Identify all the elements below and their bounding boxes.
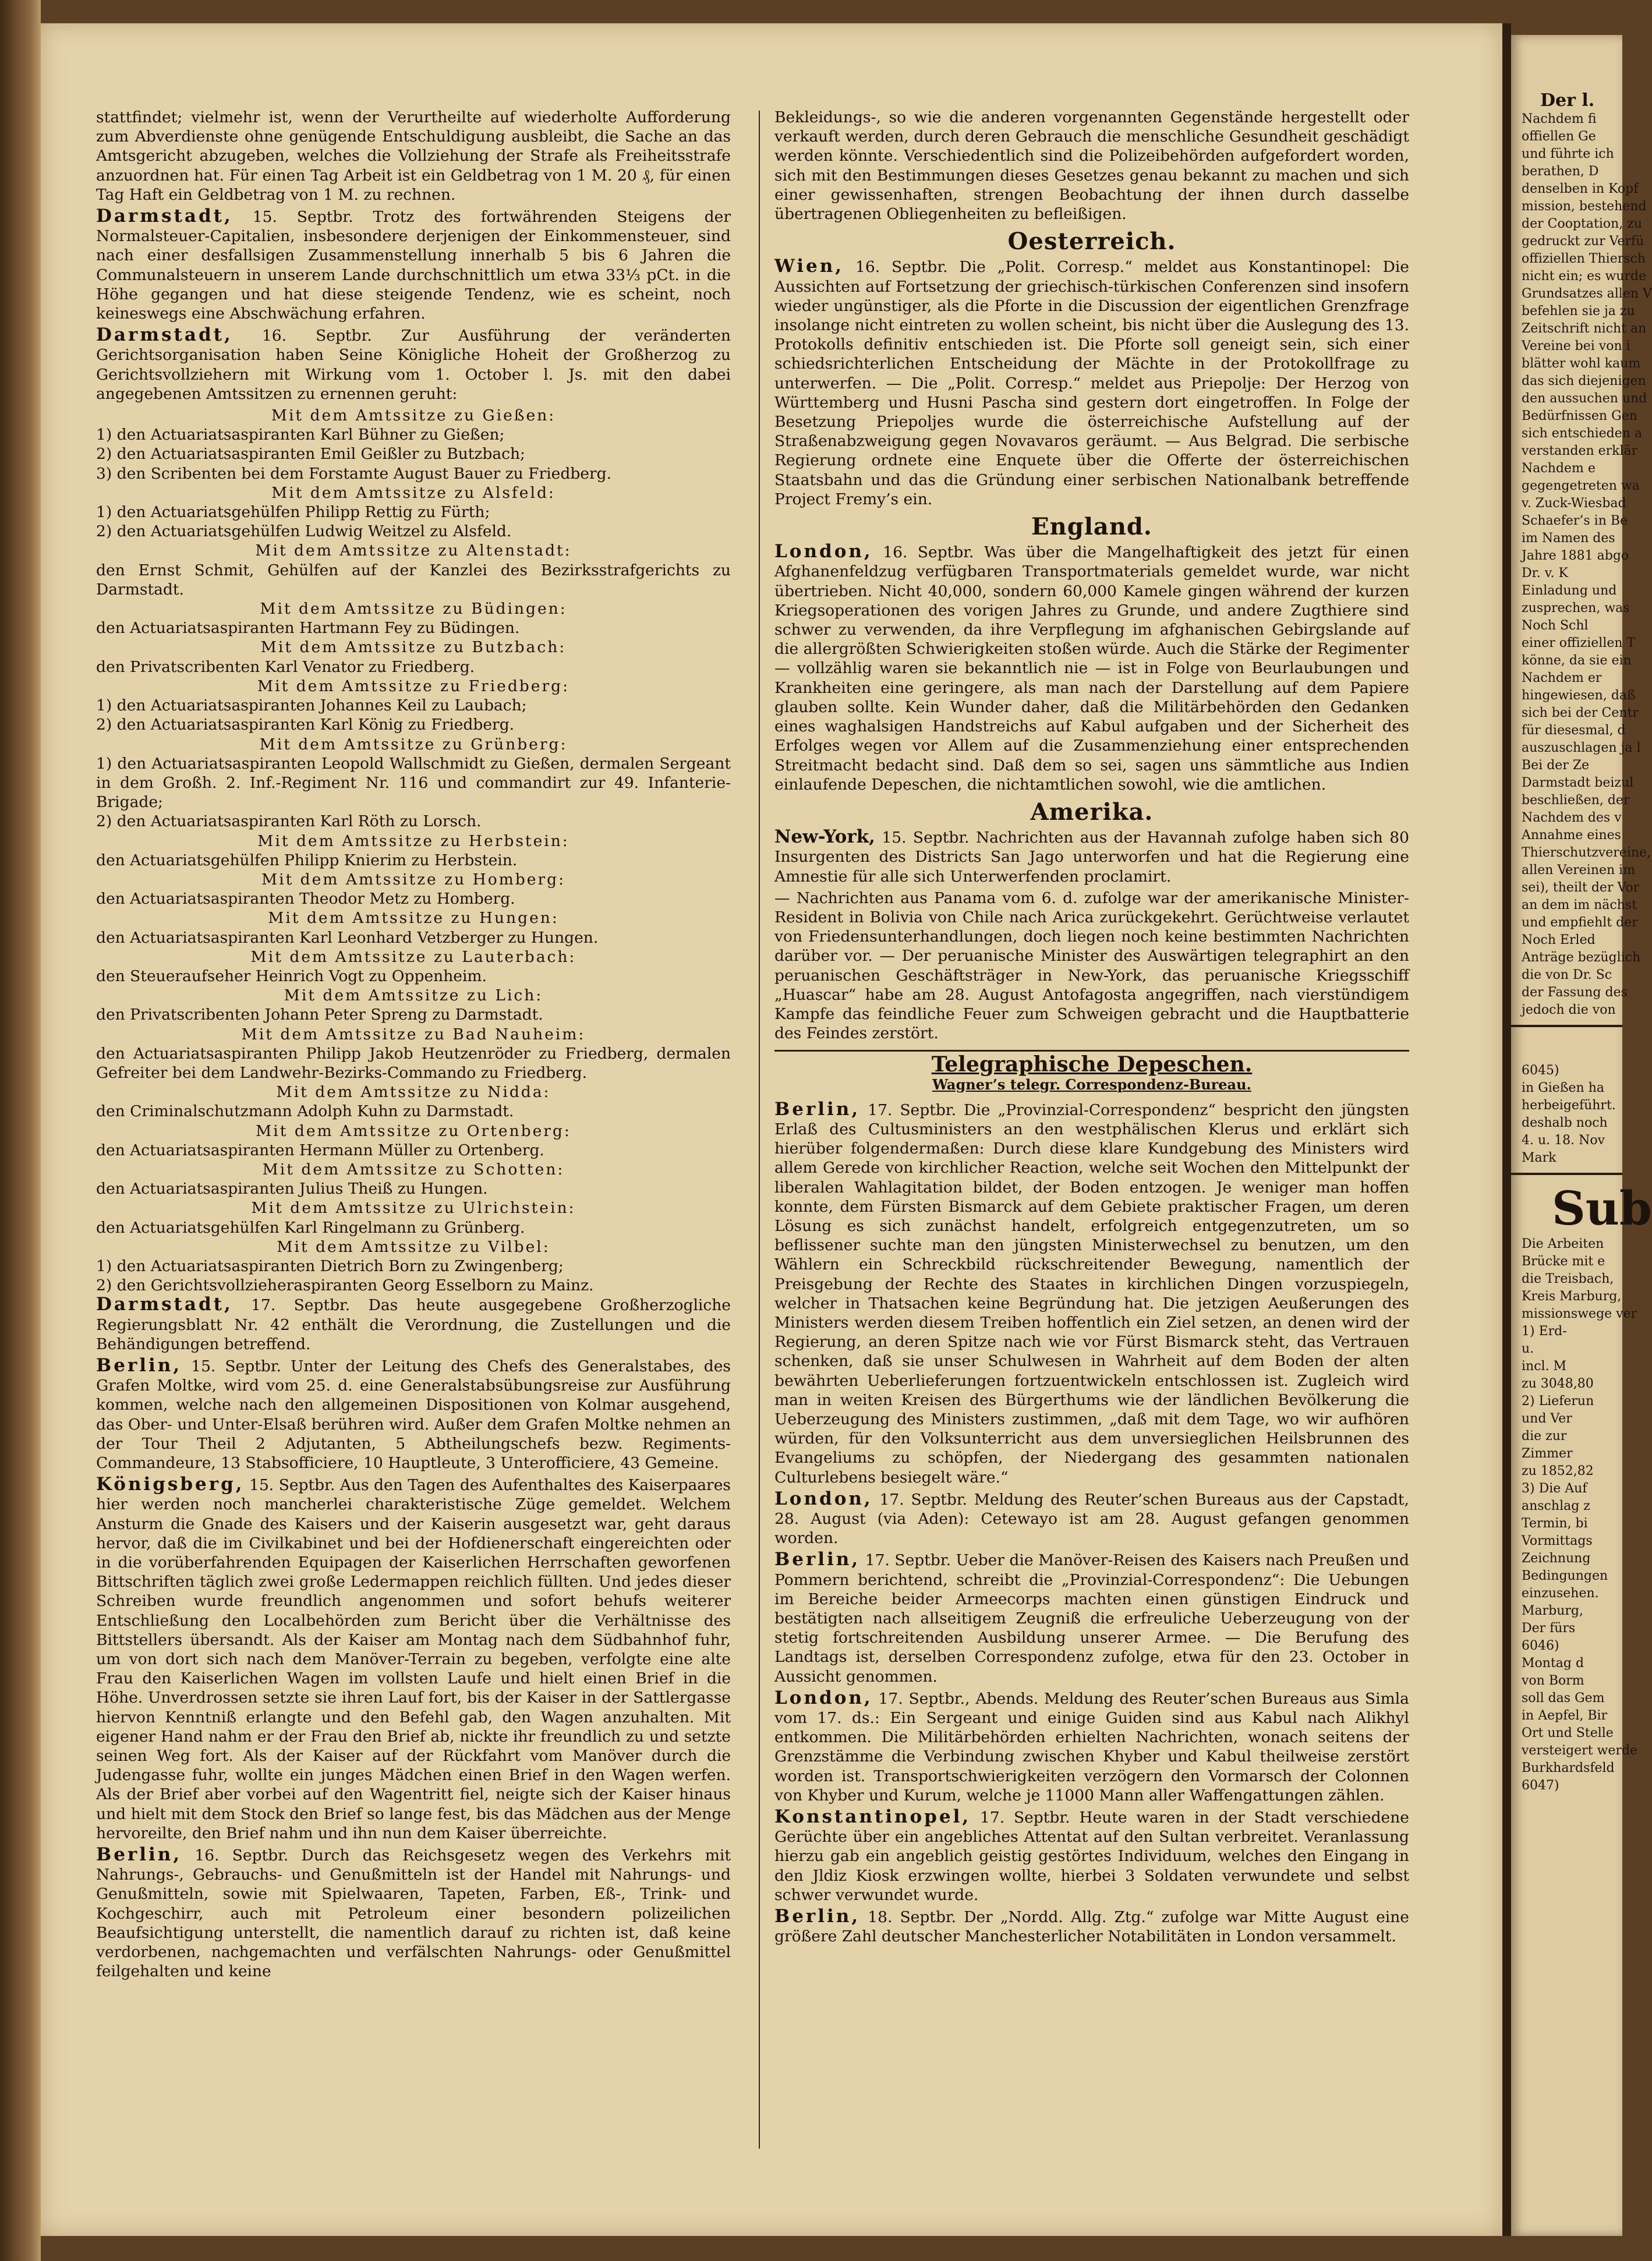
next-page-line: mission, bestehend	[1522, 199, 1647, 214]
next-page-line: Anträge bezüglich	[1522, 950, 1641, 965]
article-text: 16. Septbr. Was über die Mangelhaftigkeit des jetzt für einen Afghanenfeldzug verfügbaren Transportmaterials gemeldet wurde, war nicht übertrieben. Nicht 40,000, sondern 60,000 Kamele gingen während der kurzen Kriegsoperationen des vorigen Jahres zu Grunde, und andere Zugthiere sind schwer zu verwenden, da ihre Verpflegung im afghanischen Gebirgslande auf die allergrößten Schwierigkeiten stoßen würde. Auch die Stärke der Regimenter — vollzählig waren sie bekanntlich nie — ist in Folge von Beurlaubungen und Krankheiten eine geringere, als man nach der Darstellung auf dem Papiere glauben sollte. Kein Wunder daher, daß die Militärbehörden den Gedanken eines waghalsigen Handstreichs auf Kabul aufgaben und der Sicherheit des Erfolges wegen vor Allem auf die Zusammenziehung einer entsprechenden Streitmacht bedacht sind. Daß dem so sei, sagen uns sämmtliche aus Indien einlaufende Depeschen, die nichtamtlichen sowohl, wie die amtlichen.	[774, 543, 1409, 794]
dateline: Darmstadt,	[96, 206, 233, 227]
article-text: 17. Septbr. Heute waren in der Stadt verschiedene Gerüchte über ein angebliches Attentat auf den Sultan verbreitet. Veranlassung hierzu gab ein angeblich geistig gestörtes Individuum, welches den Eingang in den Jldiz Kiosk erzwingen wollte, hierbei 3 Soldaten verwundete und selbst schwer verwundet wurde.	[774, 1809, 1409, 1904]
next-page-line: Burkhardsfeld	[1522, 1761, 1615, 1775]
next-page-line: Grundsatzes allen V	[1522, 286, 1652, 301]
next-page-line: Dr. v. K	[1522, 566, 1568, 581]
next-page-line: deshalb noch	[1522, 1116, 1608, 1130]
appointment-entry: den Actuariatsaspiranten Philipp Jakob Heutzenröder zu Friedberg, dermalen Gefreiter bei dem Landwehr-Bezirks-Commando zu Friedberg.	[96, 1044, 731, 1082]
telegraph-title: Telegraphische Depeschen.	[931, 1052, 1253, 1077]
dateline: Berlin,	[774, 1549, 861, 1570]
article-text: 17. Septbr. Die „Provinzial-Correspondenz“ bespricht den jüngsten Erlaß des Cultusministers an den westphälischen Klerus und erklärt sich hierüber folgendermaßen: Durch diese klare Kundgebung des Ministers wird allem Gerede von kirchlicher Reaction, welche seit Wochen den Mittelpunkt der liberalen Wahlagitation bildet, der Boden entzogen. Je weniger man hoffen konnte, dem Fürsten Bismarck auf dem Gebiete praktischer Fragen, um deren Lösung es sich zunächst handelt, erfolgreich entgegenzutreten, um so beflissener suchte man den jüngsten Ministerwechsel zu benutzen, um den Wählern ein Schreckbild rückschreitender Bewegung, namentlich der Preisgebung der Rechte des Staates in kirchlichen Dingen vorzuspiegeln, welcher in Thatsachen keine Begründung hat. Die jetzigen Aeußerungen des Ministers werden diesem Treiben hoffentlich ein Ziel setzen, an denen wird der Regierung, an deren Spitze nach wie vor Fürst Bismarck steht, das Vertrauen schenken, daß sie unser Schulwesen in Wahrheit auf dem Boden der alten bewährten Ueberlieferungen fortzuentwickeln entschlossen ist. Zugleich wird man in weiten Kreisen des Bürgerthums wie der ländlichen Bevölkerung die Ueberzeugung des Ministers zustimmen, „daß mit dem Tage, wo wir aufhören würden, für den Volksunterricht aus dem unversieglichen Heilsbrunnen des Evangeliums zu schöpfen, der Niedergang des gesammten nationalen Culturlebens besiegelt wäre.“	[774, 1101, 1409, 1487]
appointment-heading: Mit dem Amtssitze zu Altenstadt:	[255, 542, 572, 560]
next-page-line: 6047)	[1522, 1778, 1559, 1793]
appointment-heading: Mit dem Amtssitze zu Ulrichstein:	[251, 1199, 576, 1218]
article	[96, 1845, 731, 1981]
article-london	[774, 542, 1409, 794]
article	[774, 1489, 1409, 1548]
article-text: 17. Septbr. Das heute ausgegebene Großherzogliche Regierungsblatt Nr. 42 enthält die Verordnung, die Zustellungen und die Behändigungen betreffend.	[96, 1296, 731, 1353]
article	[774, 1100, 1409, 1487]
telegraph-subtitle: Wagner’s telegr. Correspondenz-Bureau.	[932, 1075, 1251, 1093]
next-page-line: an dem im nächst	[1522, 898, 1637, 912]
section-heading-oesterreich: Oesterreich.	[1007, 228, 1176, 256]
next-page-line: Die Arbeiten	[1522, 1237, 1604, 1251]
next-page-line: Nachdem fi	[1522, 112, 1597, 126]
next-page-line: und empfiehlt der	[1522, 915, 1638, 930]
next-page-line: Nachdem e	[1522, 461, 1596, 476]
next-page-line: Zeichnung	[1522, 1551, 1591, 1566]
article	[96, 325, 731, 404]
next-page-line: in Gießen ha	[1522, 1081, 1604, 1095]
next-page-line: der Cooptation, zu	[1522, 217, 1643, 231]
next-page-line: Ort und Stelle	[1522, 1726, 1614, 1740]
appointment-entry: den Privatscribenten Johann Peter Spreng zu Darmstadt.	[96, 1006, 543, 1024]
next-page-line: Vormittags	[1522, 1534, 1593, 1548]
next-page-line: die Treisbach,	[1522, 1272, 1614, 1286]
appointment-entry: 1) den Actuariatsgehülfen Philipp Rettig zu Fürth;	[96, 503, 490, 522]
next-page-header: Der l.	[1540, 90, 1595, 111]
next-page-line: die zur	[1522, 1429, 1567, 1443]
next-page-big-word: Sub	[1552, 1181, 1652, 1236]
appointment-entry: den Actuariatsaspiranten Karl Leonhard Vetzberger zu Hungen.	[96, 928, 599, 947]
article	[774, 1689, 1409, 1805]
next-page-line: blätter wohl kaum	[1522, 356, 1641, 371]
next-page-line: Nachdem er	[1522, 671, 1602, 685]
appointment-heading: Mit dem Amtssitze zu Bad Nauheim:	[241, 1025, 586, 1043]
next-page-line: Termin, bi	[1522, 1516, 1588, 1531]
article	[774, 1907, 1409, 1946]
appointment-entry: 1) den Actuariatsaspiranten Leopold Wallschmidt zu Gießen, dermalen Sergeant in dem Großh. 2. Inf.-Regiment Nr. 116 und commandirt zur 49. Infanterie-Brigade;	[96, 754, 731, 812]
next-page-line: Bedürfnissen Gen	[1522, 409, 1637, 423]
next-page-line: und Ver	[1522, 1411, 1572, 1426]
article-text: 18. Septbr. Der „Nordd. Allg. Ztg.“ zufolge war Mitte August eine größere Zahl deutscher Manchesterlicher Notabilitäten in London versammelt.	[774, 1908, 1409, 1946]
next-page-line: Kreis Marburg,	[1522, 1289, 1622, 1304]
article-new-york	[774, 827, 1409, 886]
next-page-line: Montag d	[1522, 1656, 1584, 1671]
appointment-entry: den Privatscribenten Karl Venator zu Friedberg.	[96, 657, 475, 676]
appointment-heading: Mit dem Amtssitze zu Ortenberg:	[256, 1121, 571, 1140]
article-text: 17. Septbr. Meldung des Reuter’schen Bureaus aus der Capstadt, 28. August (via Aden): Cetewayo ist am 28. August gefangen genommen worden.	[774, 1490, 1409, 1548]
next-page-line: Annahme eines	[1522, 828, 1621, 843]
appointment-heading: Mit dem Amtssitze zu Herbstein:	[257, 831, 569, 850]
next-page-line: Jahre 1881 abgo	[1522, 549, 1629, 563]
appointment-entry: den Criminalschutzmann Adolph Kuhn zu Darmstadt.	[96, 1102, 514, 1121]
next-page-line: Schaefer’s in Be	[1522, 514, 1628, 528]
next-page-line: einer offiziellen T	[1522, 636, 1636, 650]
appointment-entry: 1) den Actuariatsaspiranten Johannes Keil zu Laubach;	[96, 696, 527, 715]
dateline: Berlin,	[96, 1844, 182, 1866]
next-page-line: Brücke mit e	[1522, 1254, 1605, 1269]
next-page-line: missionswege ver	[1522, 1307, 1637, 1321]
appointment-heading: Mit dem Amtssitze zu Lich:	[284, 986, 543, 1005]
dateline: Berlin,	[774, 1906, 861, 1927]
article-text: 16. Septbr. Zur Ausführung der veränderten Gerichtsorganisation haben Seine Königliche Hoheit der Großherzog zu Gerichtsvollziehern mit Wirkung vom 1. October l. Js. mit den dabei angegebenen Amtssitzen zu ernennen geruht:	[96, 327, 731, 403]
next-page-line: Bedingungen	[1522, 1569, 1608, 1583]
next-page-line: 6045)	[1522, 1063, 1559, 1078]
next-page-line: Darmstadt beizul	[1522, 776, 1634, 790]
section-heading-amerika: Amerika.	[1030, 798, 1154, 826]
dateline: Berlin,	[774, 1098, 861, 1120]
dateline: Darmstadt,	[96, 324, 233, 346]
next-page-line: hingewiesen, daß	[1522, 688, 1636, 703]
next-page-line: herbeigeführt.	[1522, 1098, 1616, 1113]
next-page-line: könne, da sie ein	[1522, 653, 1632, 668]
appointment-entry: den Actuariatsgehülfen Philipp Knierim zu Herbstein.	[96, 851, 518, 869]
next-page-line: Der fürs	[1522, 1621, 1576, 1636]
appointment-heading: Mit dem Amtssitze zu Hungen:	[268, 909, 559, 928]
next-page-line: das sich diejenigen	[1522, 374, 1646, 388]
article-text: 15. Septbr. Trotz des fortwährenden Steigens der Normalsteuer-Capitalien, insbesondere derjenigen der Einkommensteuer, sind nach einer desfallsigen Zusammenstellung innerhalb 5 bis 6 Jahren die Communalsteuern in unserem Lande durchschnittlich um etwa 33⅓ pCt. in die Höhe gegangen und hat diese steigende Tendenz, wie es scheint, noch keineswegs eine Abschwächung erfahren.	[96, 208, 731, 323]
next-page-line: in Aepfel, Bir	[1522, 1708, 1608, 1723]
next-page-line: jedoch die von	[1522, 1003, 1616, 1017]
dateline: London,	[774, 1687, 873, 1708]
appointment-entry: den Actuariatsaspiranten Hermann Müller zu Ortenberg.	[96, 1141, 544, 1159]
next-page-line: Noch Schl	[1522, 618, 1589, 633]
article-text: 15. Septbr. Nachrichten aus der Havannah zufolge haben sich 80 Insurgenten des Districts San Jago unterworfen und hat die Regierung eine Amnestie für alle sich Unterwerfenden proclamirt.	[774, 829, 1409, 886]
article	[774, 1550, 1409, 1686]
appointment-entry: den Actuariatsaspiranten Hartmann Fey zu Büdingen.	[96, 619, 520, 638]
next-page-line: u.	[1522, 1342, 1534, 1356]
next-page-line: gedruckt zur Verfü	[1522, 234, 1644, 249]
right-column	[774, 108, 1409, 2163]
appointment-entry: den Steueraufseher Heinrich Vogt zu Oppenheim.	[96, 967, 487, 985]
next-page-line: Zimmer	[1522, 1446, 1573, 1461]
article	[96, 207, 731, 323]
next-page-line: zusprechen, was	[1522, 601, 1630, 615]
next-page-edge	[1511, 35, 1652, 2236]
next-page-line: Bei der Ze	[1522, 758, 1590, 773]
article	[96, 1475, 731, 1843]
left-intro: stattfindet; vielmehr ist, wenn der Verurtheilte auf wiederholte Aufforderung zum Abverdienste ohne genügende Entschuldigung ausbleibt, die Sache an das Amtsgericht abzugeben, welches die Vollziehung der Strafe als Freiheitsstrafe anzuordnen hat. Für einen Tag Arbeit ist ein Geldbetrag von 1 M. 20 ₰, für einen Tag Haft ein Geldbetrag von 1 M. zu rechnen.	[96, 108, 731, 204]
next-page-line: 4. u. 18. Nov	[1522, 1133, 1605, 1148]
next-page-line: zu 1852,82	[1522, 1464, 1594, 1478]
next-page-line: v. Zuck-Wiesbad	[1522, 496, 1626, 511]
article	[96, 1356, 731, 1473]
next-page-line: soll das Gem	[1522, 1691, 1605, 1706]
appointment-entry: den Actuariatsaspiranten Theodor Metz zu Homberg.	[96, 890, 515, 908]
right-intro: Bekleidungs-, so wie die anderen vorgenannten Gegenstände hergestellt oder verkauft werden, durch deren Gebrauch die menschliche Gesundheit geschädigt werden könnte. Verschiedentlich sind die Polizeibehörden aufgefordert worden, sich mit den Bestimmungen dieses Gesetzes genau bekannt zu machen und sich einer gewissenhaften, strengen Beobachtung der ihnen durch dasselbe übertragenen Obliegenheiten zu befleißigen.	[774, 108, 1409, 224]
next-page-line: beschließen, der	[1522, 793, 1630, 808]
next-page-top-lines	[1511, 111, 1652, 1019]
appointment-heading: Mit dem Amtssitze zu Lauterbach:	[250, 947, 576, 966]
appointment-entry: 3) den Scribenten bei dem Forstamte August Bauer zu Friedberg.	[96, 464, 612, 483]
next-page-rule	[1511, 1025, 1622, 1027]
appointment-entry: 2) den Actuariatsaspiranten Karl König zu Friedberg.	[96, 716, 515, 734]
appointment-heading: Mit dem Amtssitze zu Vilbel:	[277, 1237, 550, 1256]
appointments-list	[96, 406, 731, 1295]
next-page-line: 3) Die Auf	[1522, 1481, 1587, 1496]
appointment-entry: 2) den Actuariatsgehülfen Ludwig Weitzel zu Alsfeld.	[96, 522, 512, 541]
next-page-line: im Namen des	[1522, 531, 1615, 546]
next-page-line: sei), theilt der Vor	[1522, 880, 1640, 895]
next-page-line: 6046)	[1522, 1639, 1559, 1653]
next-page-line: die von Dr. Sc	[1522, 968, 1612, 982]
next-page-line: 1) Erd-	[1522, 1324, 1567, 1339]
appointment-heading: Mit dem Amtssitze zu Gießen:	[271, 406, 556, 425]
dateline: Wien,	[774, 256, 844, 277]
dateline: Darmstadt,	[96, 1294, 233, 1315]
dateline: London,	[774, 541, 873, 562]
appointment-entry: den Actuariatsgehülfen Karl Ringelmann zu Grünberg.	[96, 1218, 525, 1237]
next-page-line: Thierschutzvereine,	[1522, 845, 1651, 860]
dateline: London,	[774, 1488, 873, 1509]
next-page-line: und führte ich	[1522, 147, 1614, 161]
appointment-heading: Mit dem Amtssitze zu Nidda:	[276, 1083, 551, 1102]
next-page-line: gegengetreten wa	[1522, 479, 1640, 493]
article-text: 15. Septbr. Aus den Tagen des Aufenthaltes des Kaiserpaares hier werden noch mancherlei charakteristische Züge gemeldet. Welchem Ansturm die Gnade des Kaisers und der Kaiserin ausgesetzt war, geht daraus hervor, daß die im Civilkabinet und bei der Hofdienerschaft eingereichten oder in die vorüberfahrenden Equipagen der Kaiserlichen Herrschaften geworfenen Bittschriften täglich zwei große Ledermappen reichlich füllten. Und jedes dieser Schreiben wurde freundlich angenommen und sofort behufs weiterer Entschließung den Localbehörden zum Bericht über die Verhältnisse des Bittstellers übersandt. Als der Kaiser am Montag nach dem Südbahnhof fuhr, um von dort sich nach dem Manöver-Terrain zu begeben, verfolgte eine alte Frau den Kaiserlichen Wagen im vollsten Laufe und hielt einen Brief in die Höhe. Unverdrossen setzte sie ihren Lauf fort, bis der Kaiser in der Sattlergasse hiervon Kenntniß erlangte und den Befehl gab, den Wagen anzuhalten. Mit eigener Hand nahm er der Frau den Brief ab, nickte ihr freundlich zu und setzte seinen Weg fort. Als der Kaiser auf der Rückfahrt vom Manöver durch die Judengasse fuhr, wollte ein junges Mädchen einen Brief in den Wagen werfen. Als der Brief aber vorbei auf den Wagentritt fiel, neigte sich der Kaiser hinaus und hielt mit dem Stock den Brief so lange fest, bis das Mädchen aus der Menge hervoreilte, den Brief nahm und ihn nun dem Kaiser überreichte.	[96, 1476, 731, 1842]
appointment-entry: 2) den Actuariatsaspiranten Karl Röth zu Lorsch.	[96, 812, 482, 831]
appointment-heading: Mit dem Amtssitze zu Homberg:	[261, 870, 566, 889]
next-page-line: nicht ein; es wurde	[1522, 269, 1647, 284]
article-panama: — Nachrichten aus Panama vom 6. d. zufolge war der amerikanische Minister-Resident in Bolivia von Chile nach Arica zurückgekehrt. Gerüchtweise verlautet von Friedensunterhandlungen, doch liegen noch keine bestimmten Nachrichten darüber vor. — Der peruanische Minister des Auswärtigen telegraphirt an den peruanischen Geschäftsträger in New-York, das peruanische Kriegsschiff „Huascar“ habe am 28. August Antofagosta angegriffen, nach vierstündigem Kampfe das feindliche Feuer zum Schweigen gebracht und die Hauptbatterie des Feindes zerstört.	[774, 889, 1409, 1043]
column-divider	[759, 111, 760, 2149]
next-page-line: auszuschlagen ja l	[1522, 741, 1641, 755]
page-gutter	[1502, 23, 1511, 2236]
next-page-line: allen Vereinen im	[1522, 863, 1636, 877]
article	[774, 1807, 1409, 1905]
next-page-line: der Fassung des	[1522, 985, 1628, 1000]
next-page-line: Einladung und	[1522, 583, 1617, 598]
article-text: 16. Septbr. Die „Polit. Corresp.“ meldet aus Konstantinopel: Die Aussichten auf Fortsetzung der griechisch-türkischen Conferenzen sind insofern wieder ungünstiger, als die Pforte in die Discussion der eigentlichen Grenzfrage insolange nicht eintreten zu wollen scheint, bis nicht über die Auslegung des 13. Protokolls definitiv entschieden ist. Die Pforte soll geneigt sein, sich einer schiedsrichterlichen Entscheidung der Mächte in der Protokollfrage zu unterwerfen. — Die „Polit. Corresp.“ meldet aus Priepolje: Der Herzog von Württemberg und Husni Pascha sind gestern dort eingetroffen. In Folge der Besetzung Priepoljes wurde die österreichische Aufstellung auf der Straßenabzweigung gegen Novavaros geräumt. — Aus Belgrad. Die serbische Regierung ordnete eine Enquete über die Offerte der österreichischen Staatsbahn und das die Gründung einer serbischen Nationalbank betreffende Project Fremy’s ein.	[774, 258, 1409, 508]
appointment-entry: den Ernst Schmit, Gehülfen auf der Kanzlei des Bezirksstrafgerichts zu Darmstadt.	[96, 561, 731, 599]
next-page-line: Zeitschrift nicht an	[1522, 321, 1647, 336]
next-page-line: einzusehen.	[1522, 1586, 1599, 1601]
next-page-line: sich entschieden a	[1522, 426, 1643, 441]
dateline: Berlin,	[96, 1355, 182, 1376]
appointment-entry: 1) den Actuariatsaspiranten Karl Bühner zu Gießen;	[96, 426, 505, 444]
appointment-heading: Mit dem Amtssitze zu Alsfeld:	[271, 483, 556, 502]
appointment-heading: Mit dem Amtssitze zu Grünberg:	[259, 735, 568, 753]
next-page-line: von Borm	[1522, 1673, 1584, 1688]
article-text: 16. Septbr. Durch das Reichsgesetz wegen des Verkehrs mit Nahrungs-, Gebrauchs- und Genußmitteln ist der Handel mit Nahrungs- und Genußmitteln, sowie mit Spielwaaren, Tapeten, Farben, Eß-, Trink- und Kochgeschirr, auch mit Petroleum einer besondern polizeilichen Beaufsichtigung unterstellt, die namentlich darauf zu richten ist, daß keine verdorbenen, nachgemachten und verfälschten Nahrungs- oder Genußmittel feilgehalten und keine	[96, 1846, 731, 1981]
article-text: 17. Septbr., Abends. Meldung des Reuter’schen Bureaus aus Simla vom 17. ds.: Ein Sergeant und einige Guiden sind aus Kabul nach Alikhyl entkommen. Die Militärbehörden erhielten Nachrichten, wonach seitens der Grenzstämme die Verbindung zwischen Khyber und Kabul theilweise zerstört worden ist. Transportschwierigkeiten verzögern den Vormarsch der Colonnen von Khyber und Kurum, welche je 11000 Mann aller Waffengattungen zählen.	[774, 1689, 1409, 1804]
telegraph-rule	[774, 1050, 1409, 1052]
next-page-line: offiziellen Thiersch	[1522, 252, 1646, 266]
dateline: Königsberg,	[96, 1474, 245, 1495]
next-page-line: sich bei der Centr	[1522, 706, 1639, 720]
next-page-line: befehlen sie ja zu	[1522, 304, 1635, 319]
next-page-line: Noch Erled	[1522, 933, 1596, 947]
dateline: Konstantinopel,	[774, 1806, 971, 1828]
next-page-line: den aussuchen und	[1522, 391, 1647, 406]
article-text: 17. Septbr. Ueber die Manöver-Reisen des Kaisers nach Preußen und Pommern berichtend, schreibt die „Provinzial-Correspondenz“: Die Uebungen im Bereiche beider Armeecorps machten einen günstigen Eindruck und bestätigten nach allseitigem Zeugniß die erfreuliche Ueberzeugung von der stetig fortschreitenden Ausbildung unserer Armee. — Die Berufung des Landtags ist, derselben Correspondenz zufolge, etwa für den 23. October in Aussicht genommen.	[774, 1551, 1409, 1686]
next-page-line: zu 3048,80	[1522, 1377, 1594, 1391]
next-page-line: verstanden erklär	[1522, 444, 1638, 458]
appointment-entry: 2) den Gerichtsvollzieheraspiranten Georg Esselborn zu Mainz.	[96, 1276, 594, 1295]
appointment-entry: 2) den Actuariatsaspiranten Emil Geißler zu Butzbach;	[96, 445, 525, 463]
next-page-line: berathen, D	[1522, 164, 1599, 179]
appointment-heading: Mit dem Amtssitze zu Butzbach:	[260, 638, 567, 657]
article-text: 15. Septbr. Unter der Leitung des Chefs des Generalstabes, des Grafen Moltke, wird vom 25. d. eine Generalstabsübungsreise zur Ausführung kommen, welche nach den allgemeinen Dispositionen von Kolmar ausgehend, das Ober- und Unter-Elsaß berühren wird. Außer dem Grafen Moltke nehmen an der Tour Theil 2 Adjutanten, 5 Abtheilungschefs bezw. Regiments-Commandeure, 13 Stabsofficiere, 10 Hauptleute, 3 Unterofficiere, 43 Gemeine.	[96, 1357, 731, 1473]
left-column	[96, 108, 731, 2163]
telegraph-items	[774, 1100, 1409, 1947]
appointment-heading: Mit dem Amtssitze zu Friedberg:	[257, 677, 570, 695]
next-page-line: für diesesmal, d	[1522, 723, 1626, 738]
next-page-line: versteigert werde	[1522, 1743, 1638, 1758]
next-page-line: Marburg,	[1522, 1604, 1584, 1618]
next-page-line: denselben in Kopf	[1522, 182, 1639, 196]
article-wien	[774, 257, 1409, 509]
next-page-mid-lines	[1511, 1062, 1622, 1167]
section-heading-england: England.	[1031, 513, 1152, 541]
book-edge	[0, 0, 41, 2261]
next-page-line: incl. M	[1522, 1359, 1567, 1374]
article	[96, 1295, 731, 1354]
next-page-rule	[1511, 1173, 1622, 1175]
appointment-heading: Mit dem Amtssitze zu Büdingen:	[260, 600, 567, 618]
next-page-line: 2) Lieferun	[1522, 1394, 1594, 1409]
next-page-line: anschlag z	[1522, 1499, 1590, 1513]
dateline: New-York,	[774, 826, 875, 848]
next-page-line: Mark	[1522, 1151, 1557, 1165]
next-page-line: Vereine bei von i	[1522, 339, 1630, 353]
next-page-line: Nachdem des v	[1522, 811, 1622, 825]
next-page-line: offiellen Ge	[1522, 129, 1596, 144]
appointment-entry: 1) den Actuariatsaspiranten Dietrich Born zu Zwingenberg;	[96, 1257, 564, 1275]
appointment-entry: den Actuariatsaspiranten Julius Theiß zu Hungen.	[96, 1180, 488, 1198]
next-page-bottom-lines	[1511, 1236, 1638, 1795]
appointment-heading: Mit dem Amtssitze zu Schotten:	[262, 1160, 565, 1179]
